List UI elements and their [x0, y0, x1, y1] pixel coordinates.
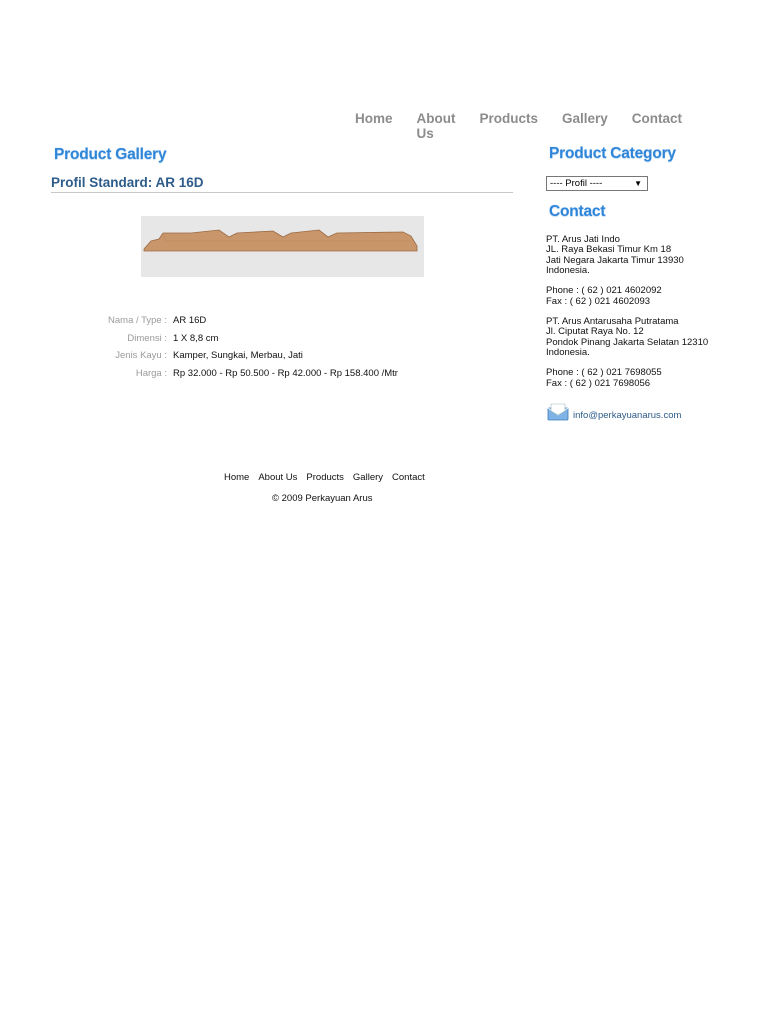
- contact-heading: Contact: [549, 203, 606, 220]
- product-category-heading: Product Category: [549, 145, 676, 162]
- footer-link-about-us[interactable]: About Us: [258, 472, 298, 483]
- footer-link-home[interactable]: Home: [224, 472, 250, 483]
- page-title: Profil Standard: AR 16D: [51, 175, 513, 193]
- product-specs: [60, 312, 398, 382]
- spec-row: [60, 312, 398, 330]
- office-phone: Phone : ( 62 ) 021 4602092: [546, 285, 662, 297]
- nav-contact[interactable]: Contact: [631, 111, 683, 126]
- office-fax: Fax : ( 62 ) 021 4602093: [546, 295, 651, 307]
- nav-about-us[interactable]: About Us: [416, 111, 456, 141]
- spec-label: Harga :: [135, 367, 167, 379]
- category-select[interactable]: [546, 176, 648, 191]
- wood-profile-image: [141, 216, 424, 277]
- chevron-down-icon: ▼: [634, 179, 642, 188]
- spec-row: [60, 347, 398, 365]
- office-address: JL. Raya Bekasi Timur Km 18: [546, 244, 672, 256]
- spec-value: 1 X 8,8 cm: [173, 332, 219, 344]
- office-phone: Phone : ( 62 ) 021 7698055: [546, 367, 662, 379]
- copyright: © 2009 Perkayuan Arus: [272, 493, 373, 504]
- nav-gallery[interactable]: Gallery: [562, 111, 608, 126]
- footer-link-contact[interactable]: Contact: [392, 472, 425, 483]
- category-select-value: ---- Profil ----: [550, 178, 603, 189]
- office-1-contact: [546, 235, 684, 307]
- footer-link-gallery[interactable]: Gallery: [352, 472, 384, 483]
- office-country: Indonesia.: [546, 264, 590, 276]
- spec-row: [60, 330, 398, 348]
- spec-value: Rp 32.000 - Rp 50.500 - Rp 42.000 - Rp 158.400 /Mtr: [173, 367, 398, 379]
- nav-home[interactable]: Home: [355, 111, 393, 126]
- spec-label: Dimensi :: [127, 332, 167, 344]
- mail-icon: [547, 402, 569, 422]
- office-2-contact: [546, 317, 708, 389]
- office-fax: Fax : ( 62 ) 021 7698056: [546, 377, 651, 389]
- office-country: Indonesia.: [546, 346, 590, 358]
- spec-label: Nama / Type :: [108, 315, 167, 327]
- footer-link-products[interactable]: Products: [306, 472, 344, 483]
- office-address: Pondok Pinang Jakarta Selatan 12310: [546, 336, 709, 348]
- spec-label: Jenis Kayu :: [115, 350, 167, 362]
- office-address: Jati Negara Jakarta Timur 13930: [546, 254, 684, 266]
- spec-value: AR 16D: [173, 315, 207, 327]
- nav-products[interactable]: Products: [479, 111, 539, 126]
- office-name: PT. Arus Jati Indo: [546, 234, 620, 245]
- spec-row: [60, 365, 398, 383]
- top-nav: [344, 111, 704, 141]
- spec-value: Kamper, Sungkai, Merbau, Jati: [173, 350, 303, 362]
- wood-profile-shape: [141, 216, 424, 277]
- footer-nav: [224, 472, 434, 483]
- office-name: PT. Arus Antarusaha Putratama: [546, 316, 679, 327]
- email-link[interactable]: info@perkayuanarus.com: [573, 410, 682, 421]
- product-gallery-heading: Product Gallery: [54, 146, 167, 163]
- office-address: Jl. Ciputat Raya No. 12: [546, 326, 644, 338]
